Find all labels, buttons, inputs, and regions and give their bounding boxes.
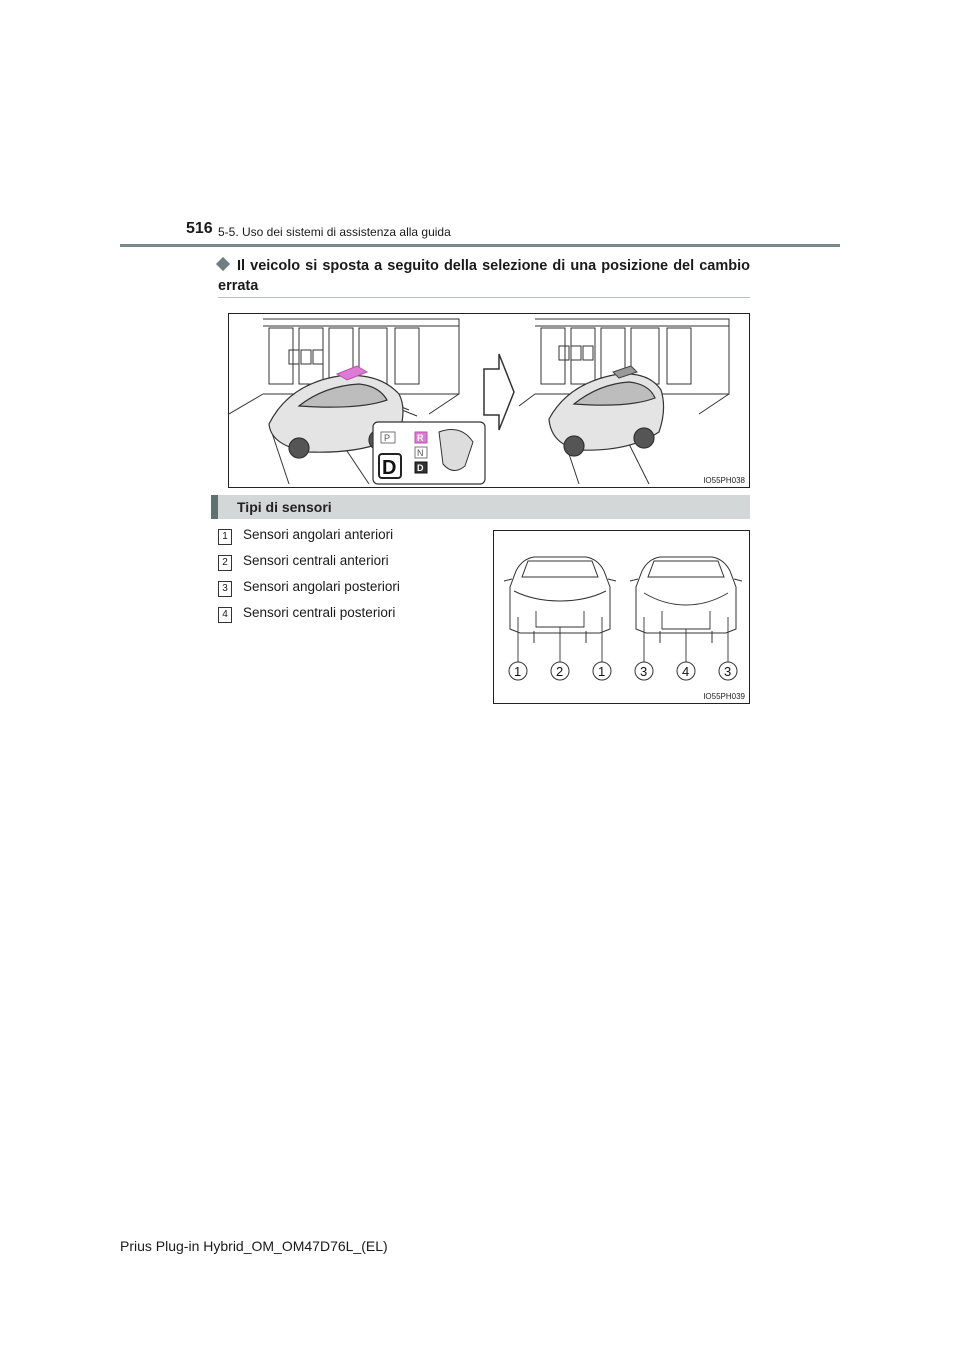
item-label: Sensori angolari posteriori	[243, 579, 400, 594]
callout-1-right: 1	[598, 664, 606, 679]
subheading-rule	[218, 297, 750, 298]
item-number: 3	[218, 581, 232, 597]
footer-text: Prius Plug-in Hybrid_OM_OM47D76L_(EL)	[120, 1238, 388, 1254]
header-rule	[120, 244, 840, 247]
shift-label-d: D	[417, 463, 424, 473]
shift-selector-inset	[373, 422, 485, 484]
sensor-positions-drawing	[494, 531, 749, 703]
item-label: Sensori angolari anteriori	[243, 527, 394, 542]
callout-3-right: 3	[724, 664, 732, 679]
section-title: Tipi di sensori	[237, 499, 332, 515]
sensor-callouts	[509, 662, 737, 680]
shift-label-p: P	[384, 433, 391, 443]
figure1-code: IO55PH038	[703, 476, 745, 485]
callout-1-left: 1	[514, 664, 522, 679]
diamond-bullet-icon	[216, 257, 230, 271]
section-reference: 5-5. Uso dei sistemi di assistenza alla guida	[218, 225, 451, 239]
item-number: 2	[218, 555, 232, 571]
illustration-sensor-positions	[493, 530, 750, 704]
callout-4: 4	[682, 664, 690, 679]
section-bar-tab	[211, 495, 218, 519]
subheading	[218, 256, 750, 296]
car-right-icon	[549, 374, 664, 456]
shift-label-r: R	[417, 433, 424, 443]
callout-3-left: 3	[640, 664, 648, 679]
item-number: 4	[218, 607, 232, 623]
item-label: Sensori centrali anteriori	[243, 553, 389, 568]
page-number: 516	[186, 220, 213, 237]
section-bar	[211, 495, 750, 519]
item-label: Sensori centrali posteriori	[243, 605, 396, 620]
wrong-shift-drawing	[229, 314, 749, 487]
illustration-wrong-shift	[228, 313, 750, 488]
subheading-text: Il veicolo si sposta a seguito della selezione di una posizione del cambio errata	[218, 258, 750, 294]
item-number: 1	[218, 529, 232, 545]
shift-label-n: N	[417, 448, 424, 458]
figure2-code: IO55PH039	[703, 692, 745, 701]
callout-2: 2	[556, 664, 564, 679]
shift-selector-label: D	[382, 457, 397, 479]
direction-arrow-icon	[484, 354, 514, 430]
